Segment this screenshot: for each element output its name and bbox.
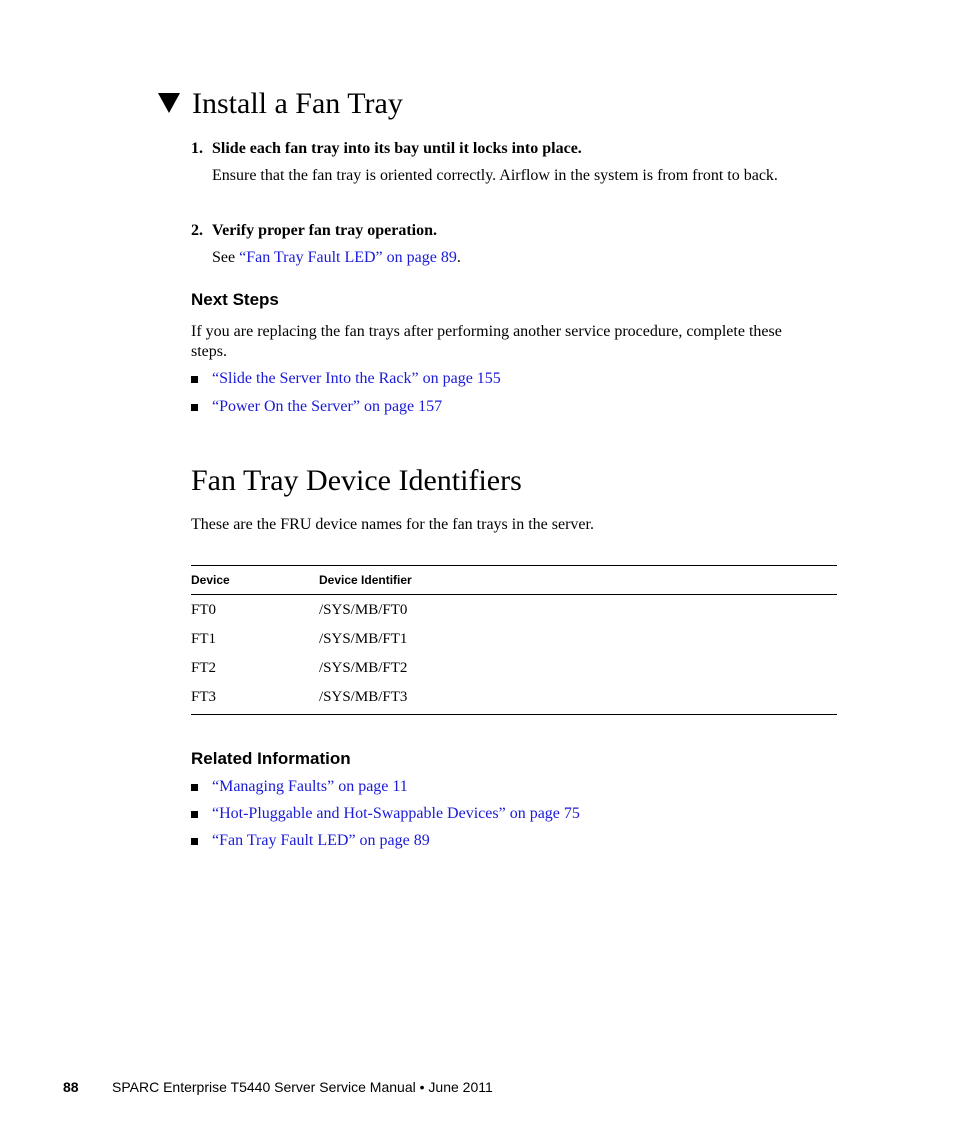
table-header-row [191,566,837,595]
page-number: 88 [63,1079,79,1095]
table-cell-device: FT1 [191,631,217,647]
device-identifier-table [191,565,837,715]
table-row [191,682,837,711]
slide-server-into-rack-link[interactable]: “Slide the Server Into the Rack” on page 155 [212,370,501,387]
step-number: 2. [191,222,203,239]
next-steps-intro: If you are replacing the fan trays after performing another service procedure, complete these steps. [191,323,782,360]
bullet-square-icon [191,376,198,383]
bullet-square-icon [191,838,198,845]
bullet-square-icon [191,811,198,818]
page-footer [63,1078,493,1096]
section-title-fan-tray-device-identifiers: Fan Tray Device Identifiers [191,464,522,497]
power-on-server-link[interactable]: “Power On the Server” on page 157 [212,398,443,415]
step-1-heading [191,139,582,159]
table-bottom-rule [191,711,837,715]
section-title-install-fan-tray [158,86,403,122]
step-heading-text: Verify proper fan tray operation. [212,222,438,239]
step-2-body-suffix: . [456,249,461,266]
fan-tray-fault-led-link[interactable]: “Fan Tray Fault LED” on page 89 [239,249,457,266]
table-row [191,653,837,682]
table-header-device-identifier: Device Identifier [319,573,412,587]
related-information-heading: Related Information [191,749,351,768]
fan-tray-fault-led-link[interactable]: “Fan Tray Fault LED” on page 89 [212,832,430,849]
table-cell-identifier: /SYS/MB/FT1 [319,631,408,647]
step-heading-text: Slide each fan tray into its bay until it locks into place. [212,140,582,157]
step-2-body [212,248,461,268]
device-identifiers-intro: These are the FRU device names for the fan trays in the server. [191,516,594,533]
hot-pluggable-devices-link[interactable]: “Hot-Pluggable and Hot-Swappable Devices” on page 75 [212,805,580,822]
section-title-text: Install a Fan Tray [192,87,403,120]
triangle-marker-icon [158,93,180,113]
bullet-square-icon [191,784,198,791]
footer-text: SPARC Enterprise T5440 Server Service Manual • June 2011 [112,1079,493,1095]
table-cell-device: FT2 [191,660,217,676]
table-cell-identifier: /SYS/MB/FT2 [319,660,408,676]
table-row [191,624,837,653]
table-cell-identifier: /SYS/MB/FT0 [319,602,408,618]
table-cell-identifier: /SYS/MB/FT3 [319,689,408,705]
step-number: 1. [191,140,203,157]
table-cell-device: FT3 [191,689,217,705]
step-2-heading [191,221,437,241]
table-row [191,595,837,624]
step-1-body: Ensure that the fan tray is oriented correctly. Airflow in the system is from front to back. [212,167,778,184]
managing-faults-link[interactable]: “Managing Faults” on page 11 [212,778,408,795]
table-cell-device: FT0 [191,602,217,618]
step-2-body-prefix: See [212,249,240,266]
bullet-square-icon [191,404,198,411]
table-header-device: Device [191,573,230,587]
next-steps-heading: Next Steps [191,290,279,309]
